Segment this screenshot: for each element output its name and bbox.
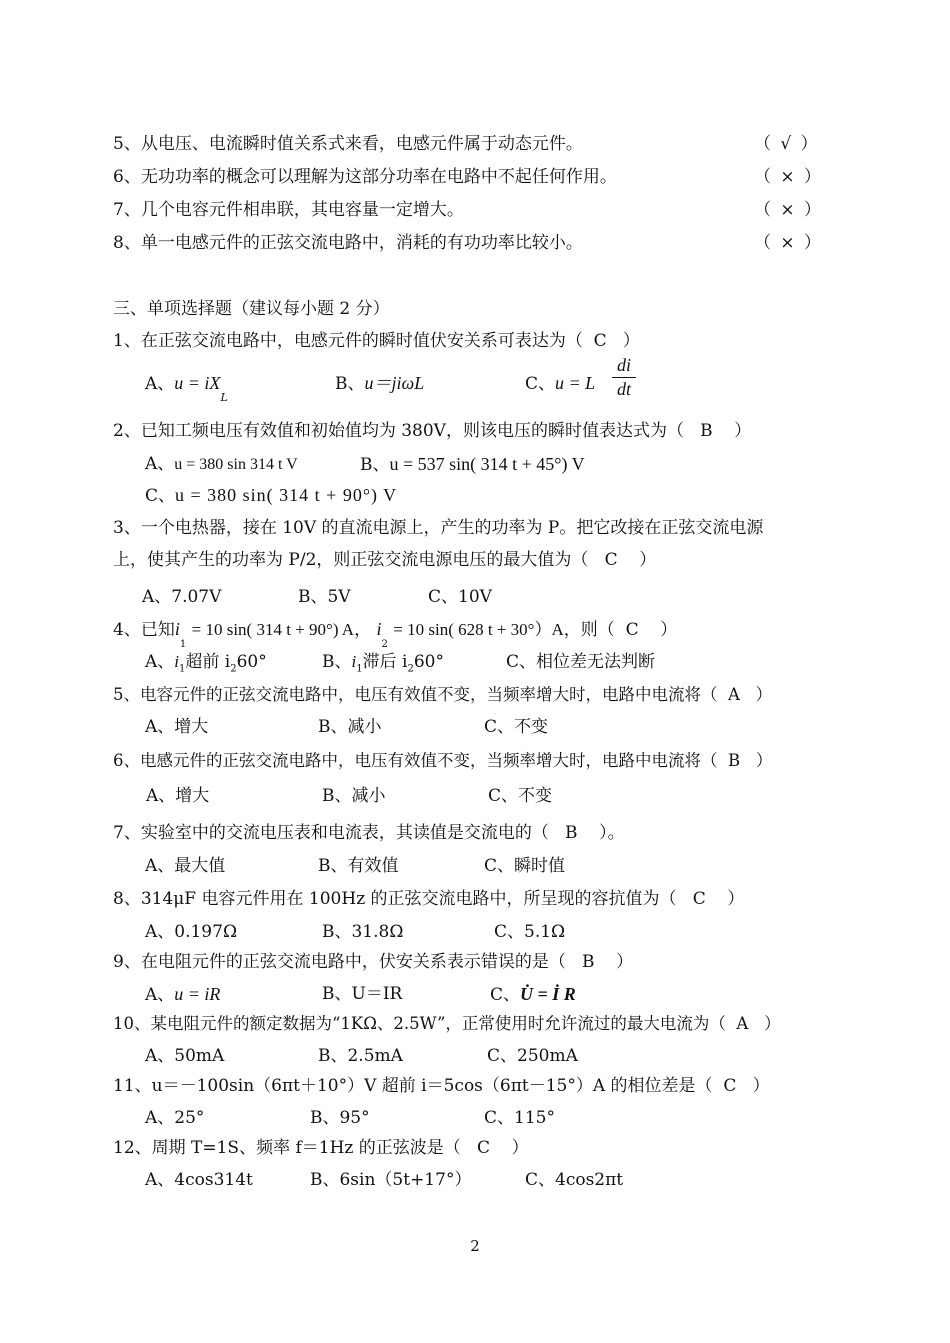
q1-option-b: B、u＝jiωL [335, 373, 425, 394]
q12-option-b: B、6sin（5t+17°） [310, 1170, 472, 1190]
q4-option-c: C、相位差无法判断 [506, 652, 656, 672]
judgement-8: 8、单一电感元件的正弦交流电路中，消耗的有功功率比较小。 [113, 233, 583, 253]
q2-stem: 2、已知工频电压有效值和初始值均为 380V，则该电压的瞬时值表达式为（ B ） [113, 421, 752, 441]
judgement-7: 7、几个电容元件相串联，其电容量一定增大。 [113, 200, 464, 220]
q4-option-a: A、$i_1$超前 $i_260^\circ$ [145, 652, 267, 675]
q6-option-b: B、减小 [322, 786, 386, 806]
judgement-6: 6、无功功率的概念可以理解为这部分功率在电路中不起任何作用。 [113, 167, 617, 187]
q9-option-a: A、u = iR [145, 984, 221, 1005]
q10-option-c: C、250mA [487, 1046, 578, 1066]
q9-option-c: C、U̇ = İ R [490, 984, 576, 1005]
q5-stem: 5、电容元件的正弦交流电路中，电压有效值不变，当频率增大时，电路中电流将（ A ） [113, 685, 773, 704]
q10-option-a: A、50mA [145, 1046, 225, 1066]
q5-option-a: A、增大 [145, 717, 209, 737]
q4-answer: C [625, 620, 639, 640]
section-title: 三、单项选择题（建议每小题 2 分） [113, 299, 390, 319]
q8-option-a: A、0.197Ω [145, 922, 238, 942]
page-number: 2 [470, 1237, 480, 1255]
q11-option-a: A、25° [145, 1108, 205, 1128]
q11-answer: C [723, 1076, 737, 1096]
q3-option-c: C、10V [428, 587, 492, 607]
q12-stem: 12、周期 T=1S、频率 f＝1Hz 的正弦波是（ C ） [113, 1138, 529, 1158]
q8-option-c: C、5.1Ω [494, 922, 566, 942]
q1-fraction: di dt [612, 355, 636, 400]
q2-answer: B [700, 421, 713, 441]
q3-stem-line2: 上，使其产生的功率为 P/2，则正弦交流电源电压的最大值为（ C ） [113, 550, 657, 570]
q12-option-a: A、4cos314t [145, 1170, 253, 1190]
q2-option-b: B、u = 537 sin( 314 t + 45°) V [360, 454, 585, 475]
q7-option-a: A、最大值 [145, 856, 226, 876]
q7-stem: 7、实验室中的交流电压表和电流表，其读值是交流电的（ B ）。 [113, 823, 625, 843]
q1-answer: C [593, 331, 607, 351]
q11-option-b: B、95° [310, 1108, 370, 1128]
judgement-7-mark: （ × ） [754, 200, 824, 220]
q1-option-a: A、$u = iX_L$ [145, 373, 228, 405]
q3-stem-line1: 3、一个电热器，接在 10V 的直流电源上，产生的功率为 P。把它改接在正弦交流电源 [113, 518, 764, 538]
q2-option-c: C、u = 380 sin( 314 t + 90°) V [145, 485, 398, 506]
q10-answer: A [736, 1014, 749, 1033]
q12-option-c: C、4cos2πt [525, 1170, 624, 1190]
q3-option-a: A、7.07V [142, 587, 222, 607]
q7-option-b: B、有效值 [318, 856, 399, 876]
q11-stem: 11、u＝－100sin（6πt＋10°）V 超前 i＝5cos（6πt－15°）A 的相位差是（ C ） [113, 1076, 770, 1096]
q6-option-c: C、不变 [488, 786, 553, 806]
q3-option-b: B、5V [298, 587, 351, 607]
q5-option-c: C、不变 [484, 717, 549, 737]
q5-answer: A [728, 685, 740, 704]
q10-stem: 10、某电阻元件的额定数据为“1KΩ、2.5W”，正常使用时允许流过的最大电流为（ A ） [113, 1014, 781, 1033]
q9-option-b: B、U＝IR [322, 984, 403, 1004]
q7-option-c: C、瞬时值 [484, 856, 566, 876]
q6-option-a: A、增大 [146, 786, 210, 806]
q12-answer: C [477, 1138, 491, 1158]
q9-answer: B [582, 952, 595, 972]
q11-option-c: C、115° [484, 1108, 555, 1128]
q9-stem: 9、在电阻元件的正弦交流电路中，伏安关系表示错误的是（ B ） [113, 952, 634, 972]
q4-stem: 4、已知$i_1 = 10$ sin( 314 t + 90°) A， $i_2 = 10$ sin( 628 t + 30°）A，则（ C ） [113, 619, 678, 651]
q6-answer: B [728, 751, 741, 770]
judgement-6-mark: （ × ） [754, 167, 824, 187]
q8-stem: 8、314μF 电容元件用在 100Hz 的正弦交流电路中，所呈现的容抗值为（ C ） [113, 889, 745, 909]
q6-stem: 6、电感元件的正弦交流电路中，电压有效值不变，当频率增大时，电路中电流将（ B ） [113, 751, 773, 770]
q7-answer: B [565, 823, 578, 843]
judgement-8-mark: （ × ） [754, 233, 824, 253]
q8-answer: C [692, 889, 706, 909]
q4-option-b: B、$i_1$滞后 $i_260^\circ$ [322, 652, 444, 675]
q1-option-c: C、u = L [525, 373, 596, 394]
q5-option-b: B、减小 [318, 717, 382, 737]
q8-option-b: B、31.8Ω [322, 922, 404, 942]
q3-answer: C [604, 550, 618, 570]
q10-option-b: B、2.5mA [318, 1046, 403, 1066]
judgement-5-mark: （ √ ） [754, 134, 820, 154]
q1-stem: 1、在正弦交流电路中，电感元件的瞬时值伏安关系可表达为（ C ） [113, 331, 640, 351]
q2-option-a: A、u = 380 sin 314 t V [145, 454, 298, 474]
judgement-5: 5、从电压、电流瞬时值关系式来看，电感元件属于动态元件。 [113, 134, 583, 154]
